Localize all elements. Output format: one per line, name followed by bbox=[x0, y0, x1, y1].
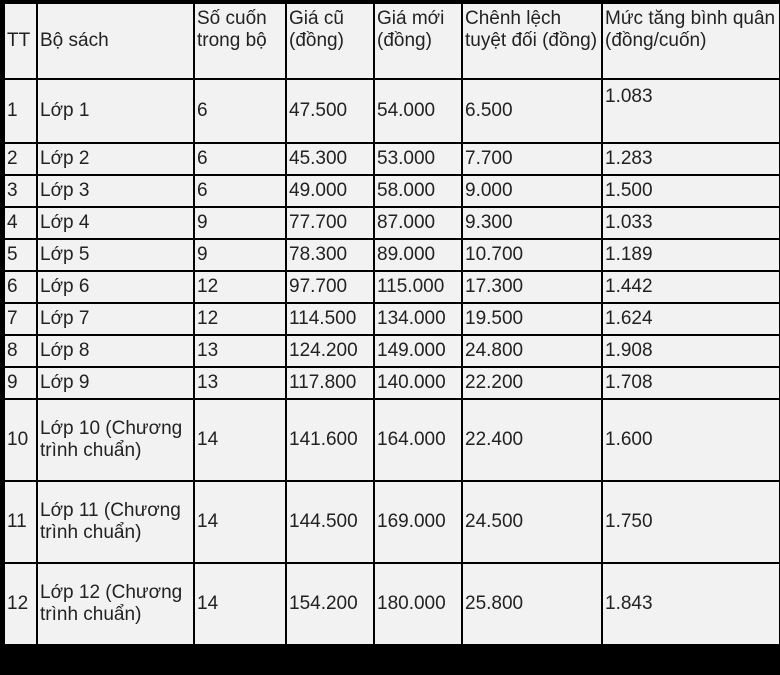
table-row bbox=[5, 336, 779, 366]
table-cell-old-price: 141.600 bbox=[287, 400, 373, 480]
table-cell-volume-count: 12 bbox=[195, 304, 285, 334]
table-row bbox=[5, 564, 779, 644]
table-cell-new-price: 164.000 bbox=[375, 400, 461, 480]
table-cell-old-price: 49.000 bbox=[287, 176, 373, 206]
table-cell-book-set: Lớp 3 bbox=[38, 176, 193, 206]
table-cell-absolute-difference: 25.800 bbox=[463, 564, 601, 644]
table-cell-volume-count: 9 bbox=[195, 208, 285, 238]
table-cell-book-set: Lớp 11 (Chương trình chuẩn) bbox=[38, 482, 193, 562]
table-cell-absolute-difference: 22.400 bbox=[463, 400, 601, 480]
table-cell-book-set: Lớp 8 bbox=[38, 336, 193, 366]
table-cell-new-price: 58.000 bbox=[375, 176, 461, 206]
table-cell-book-set: Lớp 10 (Chương trình chuẩn) bbox=[38, 400, 193, 480]
table-cell-average-increase: 1.908 bbox=[603, 336, 779, 366]
table-cell-book-set: Lớp 1 bbox=[38, 80, 193, 142]
table-cell-new-price: 89.000 bbox=[375, 240, 461, 270]
header-cell-book-set: Bộ sách bbox=[38, 4, 193, 78]
table-cell-average-increase: 1.083 bbox=[603, 80, 779, 142]
table-cell-average-increase: 1.500 bbox=[603, 176, 779, 206]
table-cell-average-increase: 1.033 bbox=[603, 208, 779, 238]
header-cell-volume-count: Số cuốn trong bộ bbox=[195, 4, 285, 78]
table-cell-volume-count: 14 bbox=[195, 400, 285, 480]
header-row bbox=[5, 4, 779, 78]
table-cell-old-price: 124.200 bbox=[287, 336, 373, 366]
table-cell-tt: 8 bbox=[5, 336, 36, 366]
table-cell-volume-count: 6 bbox=[195, 176, 285, 206]
table-cell-old-price: 78.300 bbox=[287, 240, 373, 270]
table-cell-average-increase: 1.708 bbox=[603, 368, 779, 398]
table-cell-volume-count: 13 bbox=[195, 368, 285, 398]
table-cell-absolute-difference: 6.500 bbox=[463, 80, 601, 142]
table-cell-absolute-difference: 9.000 bbox=[463, 176, 601, 206]
table-row bbox=[5, 482, 779, 562]
table-cell-new-price: 180.000 bbox=[375, 564, 461, 644]
table-cell-new-price: 140.000 bbox=[375, 368, 461, 398]
table-cell-absolute-difference: 10.700 bbox=[463, 240, 601, 270]
table-row bbox=[5, 240, 779, 270]
table-cell-tt: 2 bbox=[5, 144, 36, 174]
header-cell-old-price: Giá cũ (đồng) bbox=[287, 4, 373, 78]
table-row bbox=[5, 272, 779, 302]
table-cell-book-set: Lớp 5 bbox=[38, 240, 193, 270]
table-cell-tt: 6 bbox=[5, 272, 36, 302]
table-cell-absolute-difference: 24.500 bbox=[463, 482, 601, 562]
table-cell-new-price: 134.000 bbox=[375, 304, 461, 334]
table-cell-tt: 5 bbox=[5, 240, 36, 270]
table-cell-new-price: 149.000 bbox=[375, 336, 461, 366]
header-cell-absolute-difference: Chênh lệch tuyệt đối (đồng) bbox=[463, 4, 601, 78]
table-cell-volume-count: 14 bbox=[195, 564, 285, 644]
table-cell-old-price: 117.800 bbox=[287, 368, 373, 398]
header-cell-new-price: Giá mới (đồng) bbox=[375, 4, 461, 78]
table-row bbox=[5, 208, 779, 238]
table-cell-new-price: 54.000 bbox=[375, 80, 461, 142]
table-cell-old-price: 154.200 bbox=[287, 564, 373, 644]
table-row bbox=[5, 400, 779, 480]
table-cell-new-price: 115.000 bbox=[375, 272, 461, 302]
table-row bbox=[5, 144, 779, 174]
table-cell-volume-count: 14 bbox=[195, 482, 285, 562]
table-row bbox=[5, 80, 779, 142]
table-cell-volume-count: 13 bbox=[195, 336, 285, 366]
header-cell-tt: TT bbox=[5, 4, 36, 78]
table-cell-volume-count: 12 bbox=[195, 272, 285, 302]
table-cell-volume-count: 9 bbox=[195, 240, 285, 270]
table-row bbox=[5, 304, 779, 334]
table-row bbox=[5, 176, 779, 206]
table-cell-volume-count: 6 bbox=[195, 80, 285, 142]
table-cell-average-increase: 1.283 bbox=[603, 144, 779, 174]
table-cell-new-price: 169.000 bbox=[375, 482, 461, 562]
table-cell-absolute-difference: 9.300 bbox=[463, 208, 601, 238]
table-cell-book-set: Lớp 12 (Chương trình chuẩn) bbox=[38, 564, 193, 644]
table-cell-average-increase: 1.442 bbox=[603, 272, 779, 302]
table-cell-book-set: Lớp 7 bbox=[38, 304, 193, 334]
table-cell-new-price: 53.000 bbox=[375, 144, 461, 174]
table-cell-tt: 11 bbox=[5, 482, 36, 562]
table-cell-tt: 9 bbox=[5, 368, 36, 398]
table-cell-old-price: 144.500 bbox=[287, 482, 373, 562]
table-cell-old-price: 45.300 bbox=[287, 144, 373, 174]
table-cell-book-set: Lớp 9 bbox=[38, 368, 193, 398]
table-cell-absolute-difference: 19.500 bbox=[463, 304, 601, 334]
textbook-price-table bbox=[3, 2, 780, 646]
table-cell-tt: 1 bbox=[5, 80, 36, 142]
table-cell-absolute-difference: 7.700 bbox=[463, 144, 601, 174]
table-cell-average-increase: 1.750 bbox=[603, 482, 779, 562]
table-cell-book-set: Lớp 6 bbox=[38, 272, 193, 302]
table-cell-absolute-difference: 17.300 bbox=[463, 272, 601, 302]
table-cell-tt: 12 bbox=[5, 564, 36, 644]
table-cell-old-price: 97.700 bbox=[287, 272, 373, 302]
table-cell-old-price: 114.500 bbox=[287, 304, 373, 334]
table-cell-volume-count: 6 bbox=[195, 144, 285, 174]
table-cell-old-price: 77.700 bbox=[287, 208, 373, 238]
table-cell-book-set: Lớp 2 bbox=[38, 144, 193, 174]
table-cell-absolute-difference: 24.800 bbox=[463, 336, 601, 366]
table-cell-book-set: Lớp 4 bbox=[38, 208, 193, 238]
table-cell-average-increase: 1.600 bbox=[603, 400, 779, 480]
table-cell-tt: 4 bbox=[5, 208, 36, 238]
table-row bbox=[5, 368, 779, 398]
table-cell-old-price: 47.500 bbox=[287, 80, 373, 142]
table-cell-average-increase: 1.189 bbox=[603, 240, 779, 270]
table-cell-tt: 10 bbox=[5, 400, 36, 480]
header-cell-average-increase: Mức tăng bình quân (đồng/cuốn) bbox=[603, 4, 779, 78]
table-cell-new-price: 87.000 bbox=[375, 208, 461, 238]
table-cell-average-increase: 1.843 bbox=[603, 564, 779, 644]
table-cell-tt: 3 bbox=[5, 176, 36, 206]
table-cell-average-increase: 1.624 bbox=[603, 304, 779, 334]
table-cell-tt: 7 bbox=[5, 304, 36, 334]
table-cell-absolute-difference: 22.200 bbox=[463, 368, 601, 398]
